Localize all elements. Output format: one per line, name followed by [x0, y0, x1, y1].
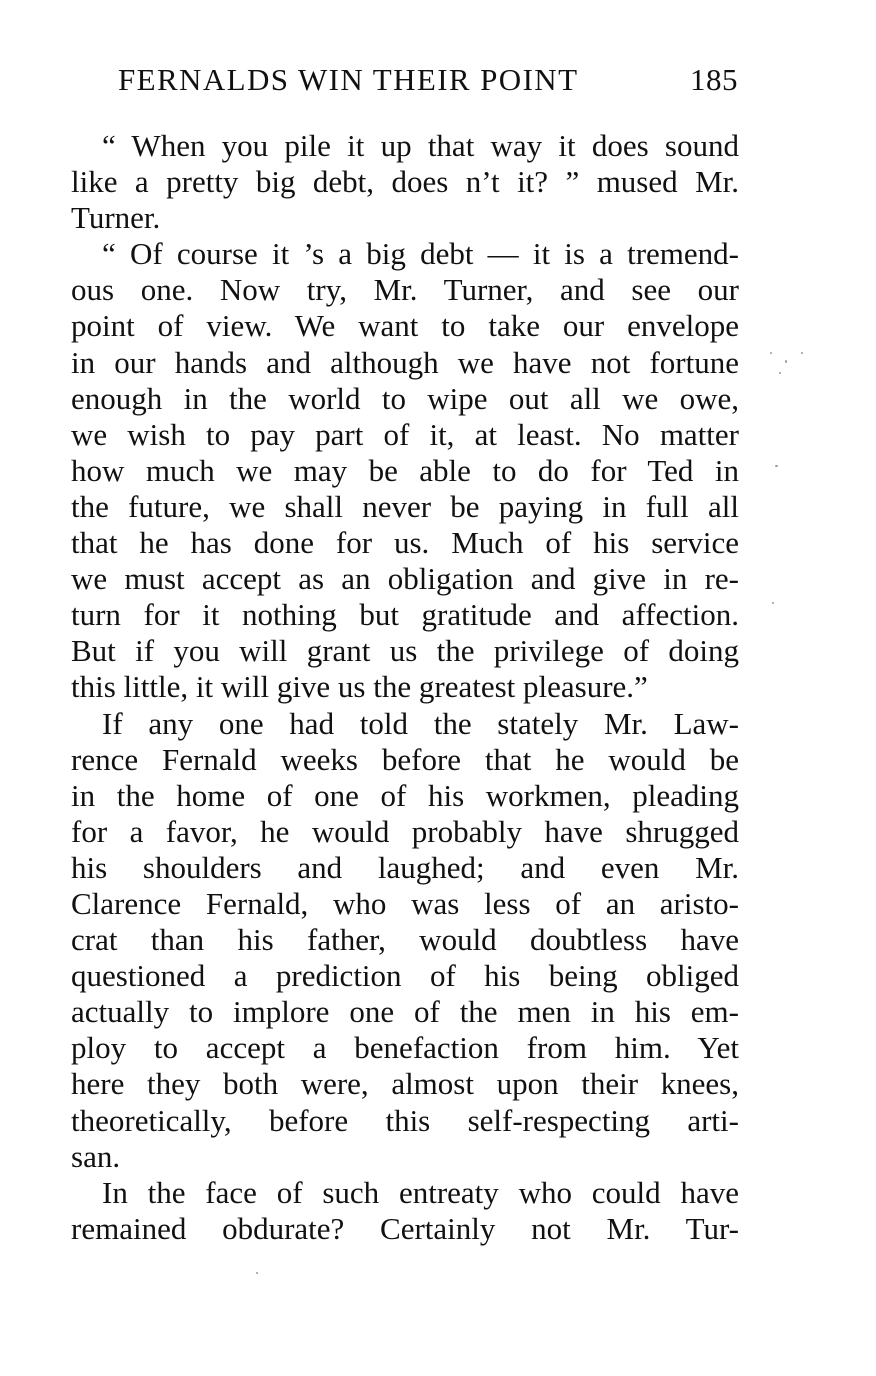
text-line: in the home of one of his workmen, pleading: [71, 777, 739, 813]
text-line: in our hands and although we have not fortune: [71, 344, 739, 380]
text-line: enough in the world to wipe out all we owe,: [71, 380, 739, 416]
text-line: san.: [71, 1138, 121, 1174]
scan-speck: [775, 465, 778, 467]
body-text: [71, 128, 739, 1247]
scan-speck: [772, 602, 774, 604]
text-line: turn for it nothing but gratitude and affection.: [71, 597, 739, 633]
text-line: theoretically, before this self-respecting arti-: [71, 1102, 739, 1138]
text-line: If any one had told the stately Mr. Law-: [102, 705, 739, 741]
text-line: Clarence Fernald, who was less of an aristo-: [71, 885, 739, 921]
scan-speck: [256, 1272, 258, 1274]
text-line: “ When you pile it up that way it does sound: [102, 128, 739, 163]
text-line: In the face of such entreaty who could have: [102, 1174, 739, 1210]
scan-speck: [770, 352, 772, 354]
text-line: for a favor, he would probably have shrugged: [71, 813, 739, 849]
text-line: crat than his father, would doubtless have: [71, 922, 739, 958]
text-line: questioned a prediction of his being obliged: [71, 958, 739, 994]
text-line: point of view. We want to take our envelope: [71, 308, 739, 344]
text-line: But if you will grant us the privilege of doing: [71, 633, 739, 669]
text-line: ploy to accept a benefaction from him. Yet: [71, 1030, 739, 1066]
text-line: ous one. Now try, Mr. Turner, and see our: [71, 272, 739, 308]
page-number: 185: [690, 62, 738, 97]
text-line: we must accept as an obligation and give in re-: [71, 561, 739, 597]
text-line: the future, we shall never be paying in full all: [71, 488, 739, 524]
running-title: FERNALDS WIN THEIR POINT: [118, 62, 579, 97]
scan-speck: [779, 372, 781, 374]
text-line: “ Of course it ’s a big debt — it is a tremend-: [102, 236, 739, 272]
running-head: [118, 62, 738, 102]
text-line: rence Fernald weeks before that he would be: [71, 741, 739, 777]
text-line: remained obdurate? Certainly not Mr. Tur-: [71, 1210, 739, 1246]
text-line: we wish to pay part of it, at least. No matter: [71, 416, 739, 452]
text-line: here they both were, almost upon their knees,: [71, 1066, 739, 1102]
text-line: Turner.: [71, 200, 161, 236]
text-line: actually to implore one of the men in his em-: [71, 994, 739, 1030]
scan-speck: [801, 352, 803, 354]
text-line: like a pretty big debt, does n’t it? ” mused Mr.: [71, 164, 739, 200]
text-line: how much we may be able to do for Ted in: [71, 452, 739, 488]
scan-speck: [785, 360, 787, 363]
text-line: that he has done for us. Much of his service: [71, 525, 739, 561]
text-line: this little, it will give us the greatest pleasure.”: [71, 669, 648, 705]
text-line: his shoulders and laughed; and even Mr.: [71, 849, 739, 885]
